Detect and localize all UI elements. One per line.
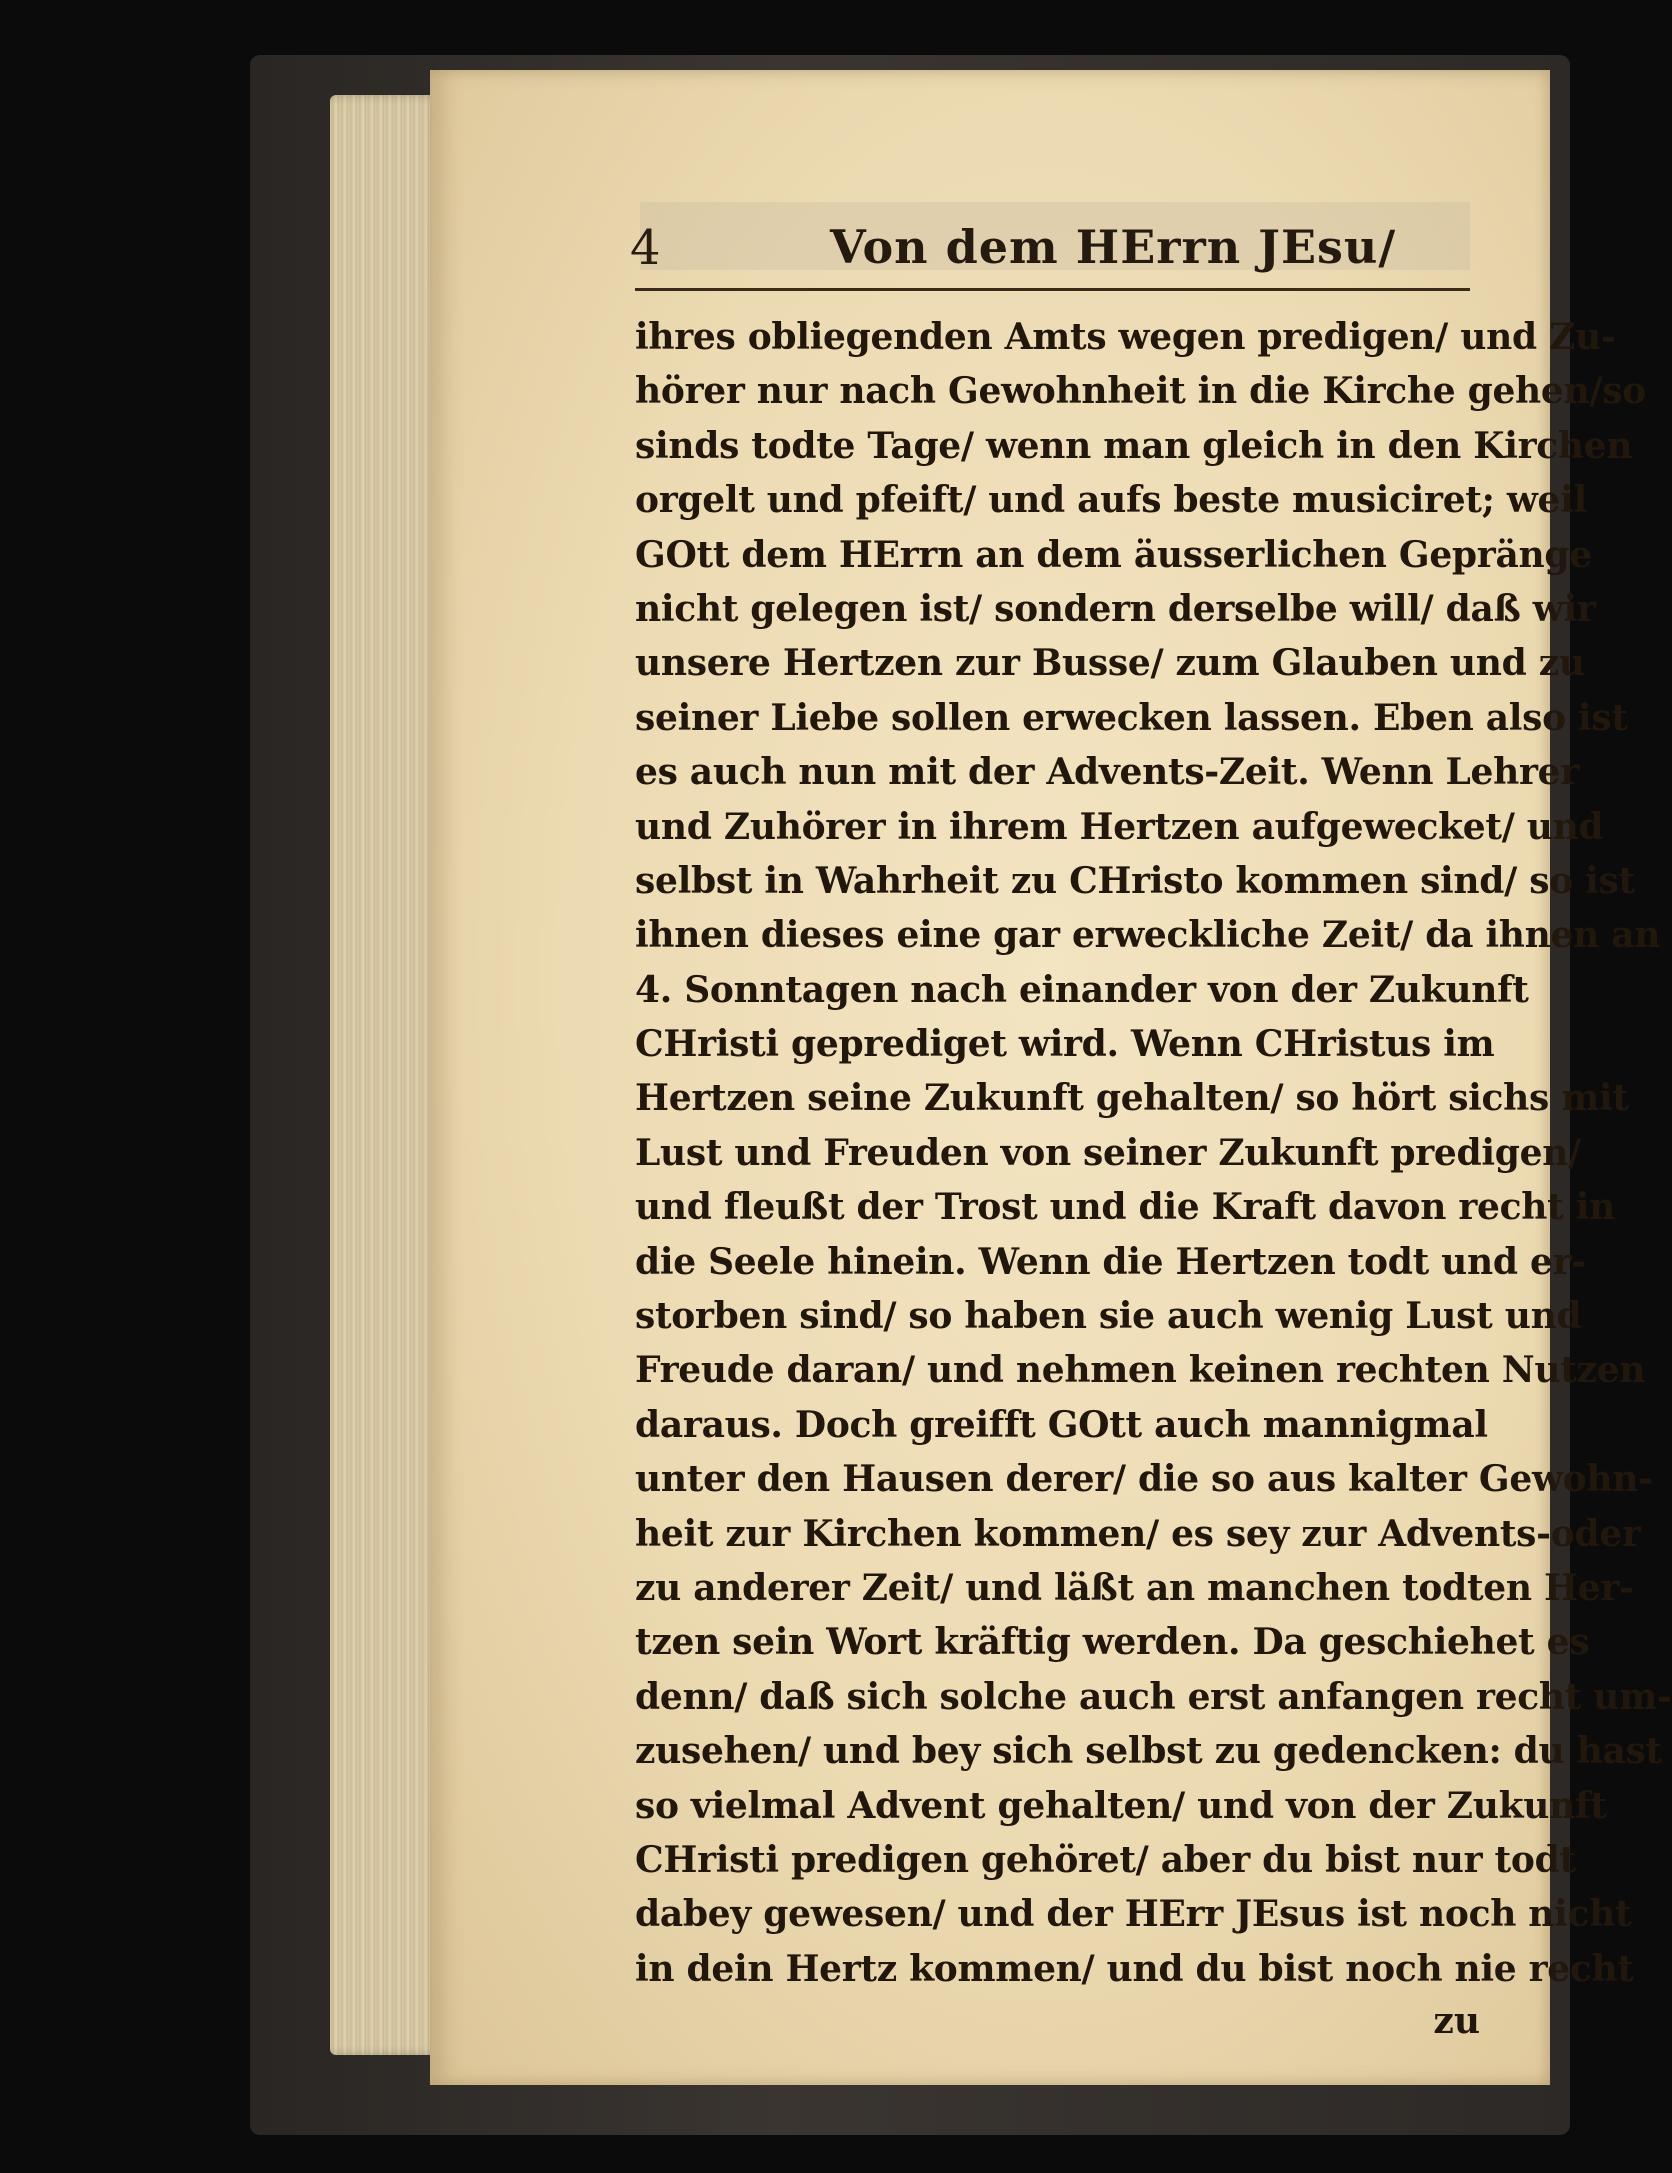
text-line: so vielmal Advent gehalten/ und von der Zukunft [635, 1784, 1607, 1827]
text-line: selbst in Wahrheit zu CHristo kommen sind/ so ist [635, 859, 1635, 902]
text-line: storben sind/ so haben sie auch wenig Lust und [635, 1295, 1582, 1338]
text-line: unter den Hausen derer/ die so aus kalter Gewohn- [635, 1458, 1653, 1501]
text-line: CHristi predigen gehöret/ aber du bist nur todt [635, 1838, 1576, 1881]
body-text [635, 310, 1672, 1996]
header-rule [635, 288, 1470, 291]
running-head: Von dem HErrn JEsu/ [830, 220, 1397, 274]
text-line: denn/ daß sich solche auch erst anfangen recht um- [635, 1675, 1672, 1718]
text-line: 4. Sonntagen nach einander von der Zukunft [635, 968, 1529, 1011]
text-line: ihnen dieses eine gar erweckliche Zeit/ da ihnen an [635, 914, 1661, 957]
text-line: hörer nur nach Gewohnheit in die Kirche gehen/so [635, 370, 1646, 413]
text-line: nicht gelegen ist/ sondern derselbe will/ daß wir [635, 587, 1596, 630]
page-edges [330, 95, 440, 2055]
text-line: sinds todte Tage/ wenn man gleich in den Kirchen [635, 424, 1633, 467]
text-line: seiner Liebe sollen erwecken lassen. Eben also ist [635, 696, 1628, 739]
text-line: GOtt dem HErrn an dem äusserlichen Gepränge [635, 533, 1592, 576]
text-line: tzen sein Wort kräftig werden. Da geschiehet es [635, 1621, 1590, 1664]
text-line: daraus. Doch greifft GOtt auch mannigmal [635, 1403, 1488, 1446]
book-page [430, 70, 1672, 2085]
text-line: Lust und Freuden von seiner Zukunft predigen/ [635, 1131, 1581, 1174]
text-line: es auch nun mit der Advents-Zeit. Wenn Lehrer [635, 751, 1579, 794]
text-line: ihres obliegenden Amts wegen predigen/ und Zu- [635, 316, 1616, 358]
text-line: in dein Hertz kommen/ und du bist noch nie recht [635, 1947, 1634, 1990]
text-line: zusehen/ und bey sich selbst zu gedencken: du hast [635, 1730, 1662, 1773]
text-line: orgelt und pfeift/ und aufs beste musiciret; weil [635, 479, 1587, 522]
text-line: heit zur Kirchen kommen/ es sey zur Advents-oder [635, 1512, 1641, 1555]
text-line: und fleußt der Trost und die Kraft davon recht in [635, 1186, 1615, 1229]
text-line: Hertzen seine Zukunft gehalten/ so hört sichs mit [635, 1077, 1629, 1120]
text-line: dabey gewesen/ und der HErr JEsus ist noch nicht [635, 1893, 1632, 1936]
page-number: 4 [630, 220, 661, 276]
text-line: unsere Hertzen zur Busse/ zum Glauben und zu [635, 642, 1585, 685]
text-line: und Zuhörer in ihrem Hertzen aufgewecket/ und [635, 805, 1604, 848]
text-line: CHristi geprediget wird. Wenn CHristus im [635, 1023, 1495, 1066]
text-line: die Seele hinein. Wenn die Hertzen todt und er- [635, 1240, 1586, 1283]
catchword: zu [1433, 2000, 1480, 2042]
text-line: zu anderer Zeit/ und läßt an manchen todten Her- [635, 1566, 1634, 1609]
text-line: Freude daran/ und nehmen keinen rechten Nutzen [635, 1349, 1646, 1392]
